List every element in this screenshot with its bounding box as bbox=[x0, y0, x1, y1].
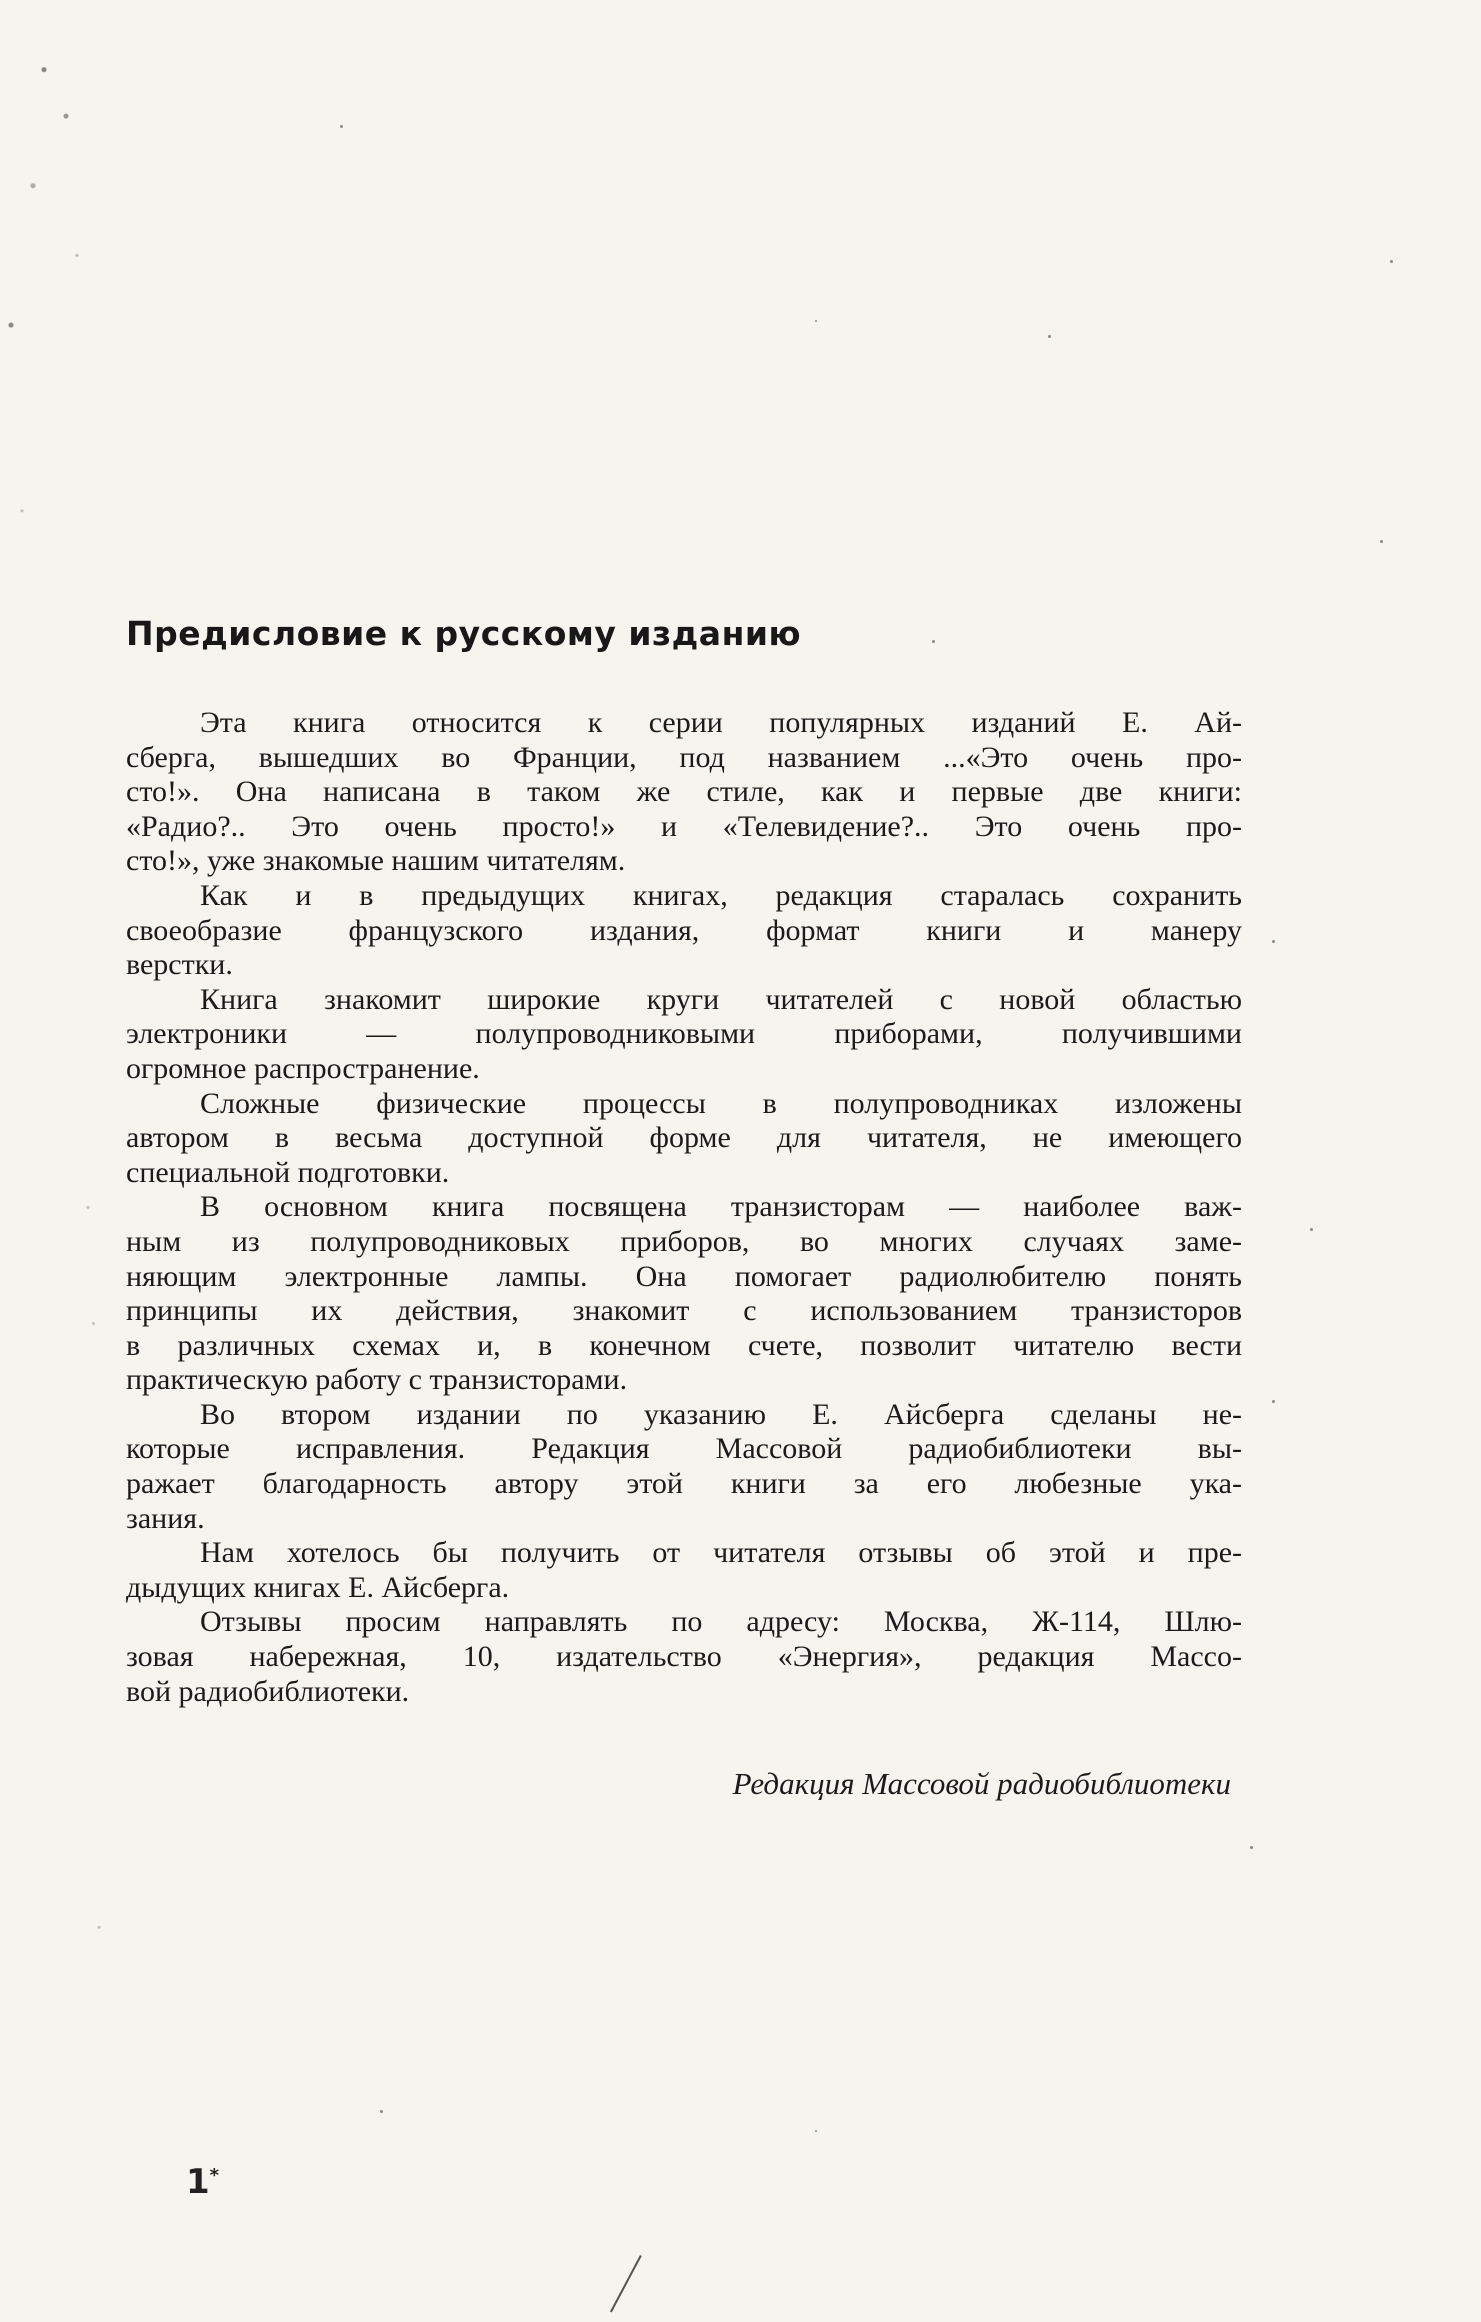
text-line: Книга знакомит широкие круги читателей с новой областью bbox=[200, 982, 1242, 1016]
scan-speck bbox=[340, 125, 343, 128]
text-line: своеобразие французского издания, формат книги и манеру bbox=[126, 913, 1242, 947]
text-line: ным из полупроводниковых приборов, во многих случаях заме- bbox=[126, 1224, 1242, 1258]
paragraph bbox=[126, 1087, 1242, 1191]
scan-speck bbox=[1390, 260, 1393, 263]
scan-speck bbox=[932, 640, 935, 643]
signature-star: * bbox=[209, 2165, 220, 2186]
scan-speck bbox=[380, 2110, 383, 2113]
text-line: верстки. bbox=[126, 948, 233, 982]
scan-speck bbox=[1380, 540, 1383, 543]
text-line: автором в весьма доступной форме для читателя, не имеющего bbox=[126, 1121, 1242, 1155]
text-line: специальной подготовки. bbox=[126, 1155, 450, 1189]
text-line: Сложные физические процессы в полупроводниках изложены bbox=[200, 1086, 1242, 1120]
text-line: дыдущих книгах Е. Айсберга. bbox=[126, 1570, 510, 1604]
paragraph bbox=[126, 1190, 1242, 1398]
text-line: Отзывы просим направлять по адресу: Москва, Ж-114, Шлю- bbox=[200, 1605, 1242, 1639]
text-line: «Радио?.. Это очень просто!» и «Телевидение?.. Это очень про- bbox=[126, 809, 1242, 843]
paragraph bbox=[126, 983, 1242, 1087]
scan-speck bbox=[815, 2130, 817, 2132]
scan-speck bbox=[1272, 940, 1275, 943]
text-line: Как и в предыдущих книгах, редакция старалась сохранить bbox=[200, 878, 1242, 912]
scan-edge-noise bbox=[0, 0, 110, 2322]
paragraph bbox=[126, 1536, 1242, 1605]
scan-speck bbox=[1310, 1228, 1313, 1231]
scan-speck bbox=[1250, 1846, 1253, 1849]
scan-speck bbox=[1272, 1400, 1275, 1403]
text-line: вой радиобиблиотеки. bbox=[126, 1674, 410, 1708]
text-line: сто!». Она написана в таком же стиле, как и первые две книги: bbox=[126, 775, 1242, 809]
paragraph bbox=[126, 1398, 1242, 1536]
scan-speck bbox=[1048, 335, 1051, 338]
paragraph bbox=[126, 706, 1242, 879]
text-line: сберга, вышедших во Франции, под названием ...«Это очень про- bbox=[126, 740, 1242, 774]
text-line: В основном книга посвящена транзисторам — наиболее важ- bbox=[200, 1190, 1242, 1224]
editorial-signature: Редакция Массовой радиобиблиотеки bbox=[732, 1766, 1231, 1801]
text-line: ражает благодарность автору этой книги за его любезные ука- bbox=[126, 1467, 1242, 1501]
text-line: Эта книга относится к серии популярных изданий Е. Ай- bbox=[200, 706, 1242, 739]
scan-stroke-mark bbox=[610, 2255, 642, 2312]
text-line: Нам хотелось бы получить от читателя отзывы об этой и пре- bbox=[200, 1536, 1242, 1570]
signature-number: 1 bbox=[186, 2162, 210, 2202]
text-line: в различных схемах и, в конечном счете, позволит читателю вести bbox=[126, 1328, 1242, 1362]
text-line: зовая набережная, 10, издательство «Энергия», редакция Массо- bbox=[126, 1640, 1242, 1674]
text-line: няющим электронные лампы. Она помогает радиолюбителю понять bbox=[126, 1259, 1242, 1293]
paragraph bbox=[126, 879, 1242, 983]
printer-signature-mark bbox=[186, 2162, 219, 2202]
scan-speck bbox=[815, 320, 817, 322]
page-title: Предисловие к русскому изданию bbox=[126, 614, 802, 653]
preface-body bbox=[126, 706, 1242, 1709]
paragraph bbox=[126, 1605, 1242, 1709]
text-line: принципы их действия, знакомит с использованием транзисторов bbox=[126, 1294, 1242, 1328]
text-line: практическую работу с транзисторами. bbox=[126, 1363, 628, 1397]
text-line: зания. bbox=[126, 1501, 205, 1535]
text-line: Во втором издании по указанию Е. Айсберга сделаны не- bbox=[200, 1397, 1242, 1431]
text-line: сто!», уже знакомые нашим читателям. bbox=[126, 844, 626, 878]
text-line: электроники — полупроводниковыми приборами, получившими bbox=[126, 1017, 1242, 1051]
text-line: огромное распространение. bbox=[126, 1051, 480, 1085]
text-line: которые исправления. Редакция Массовой радиобиблиотеки вы- bbox=[126, 1432, 1242, 1466]
